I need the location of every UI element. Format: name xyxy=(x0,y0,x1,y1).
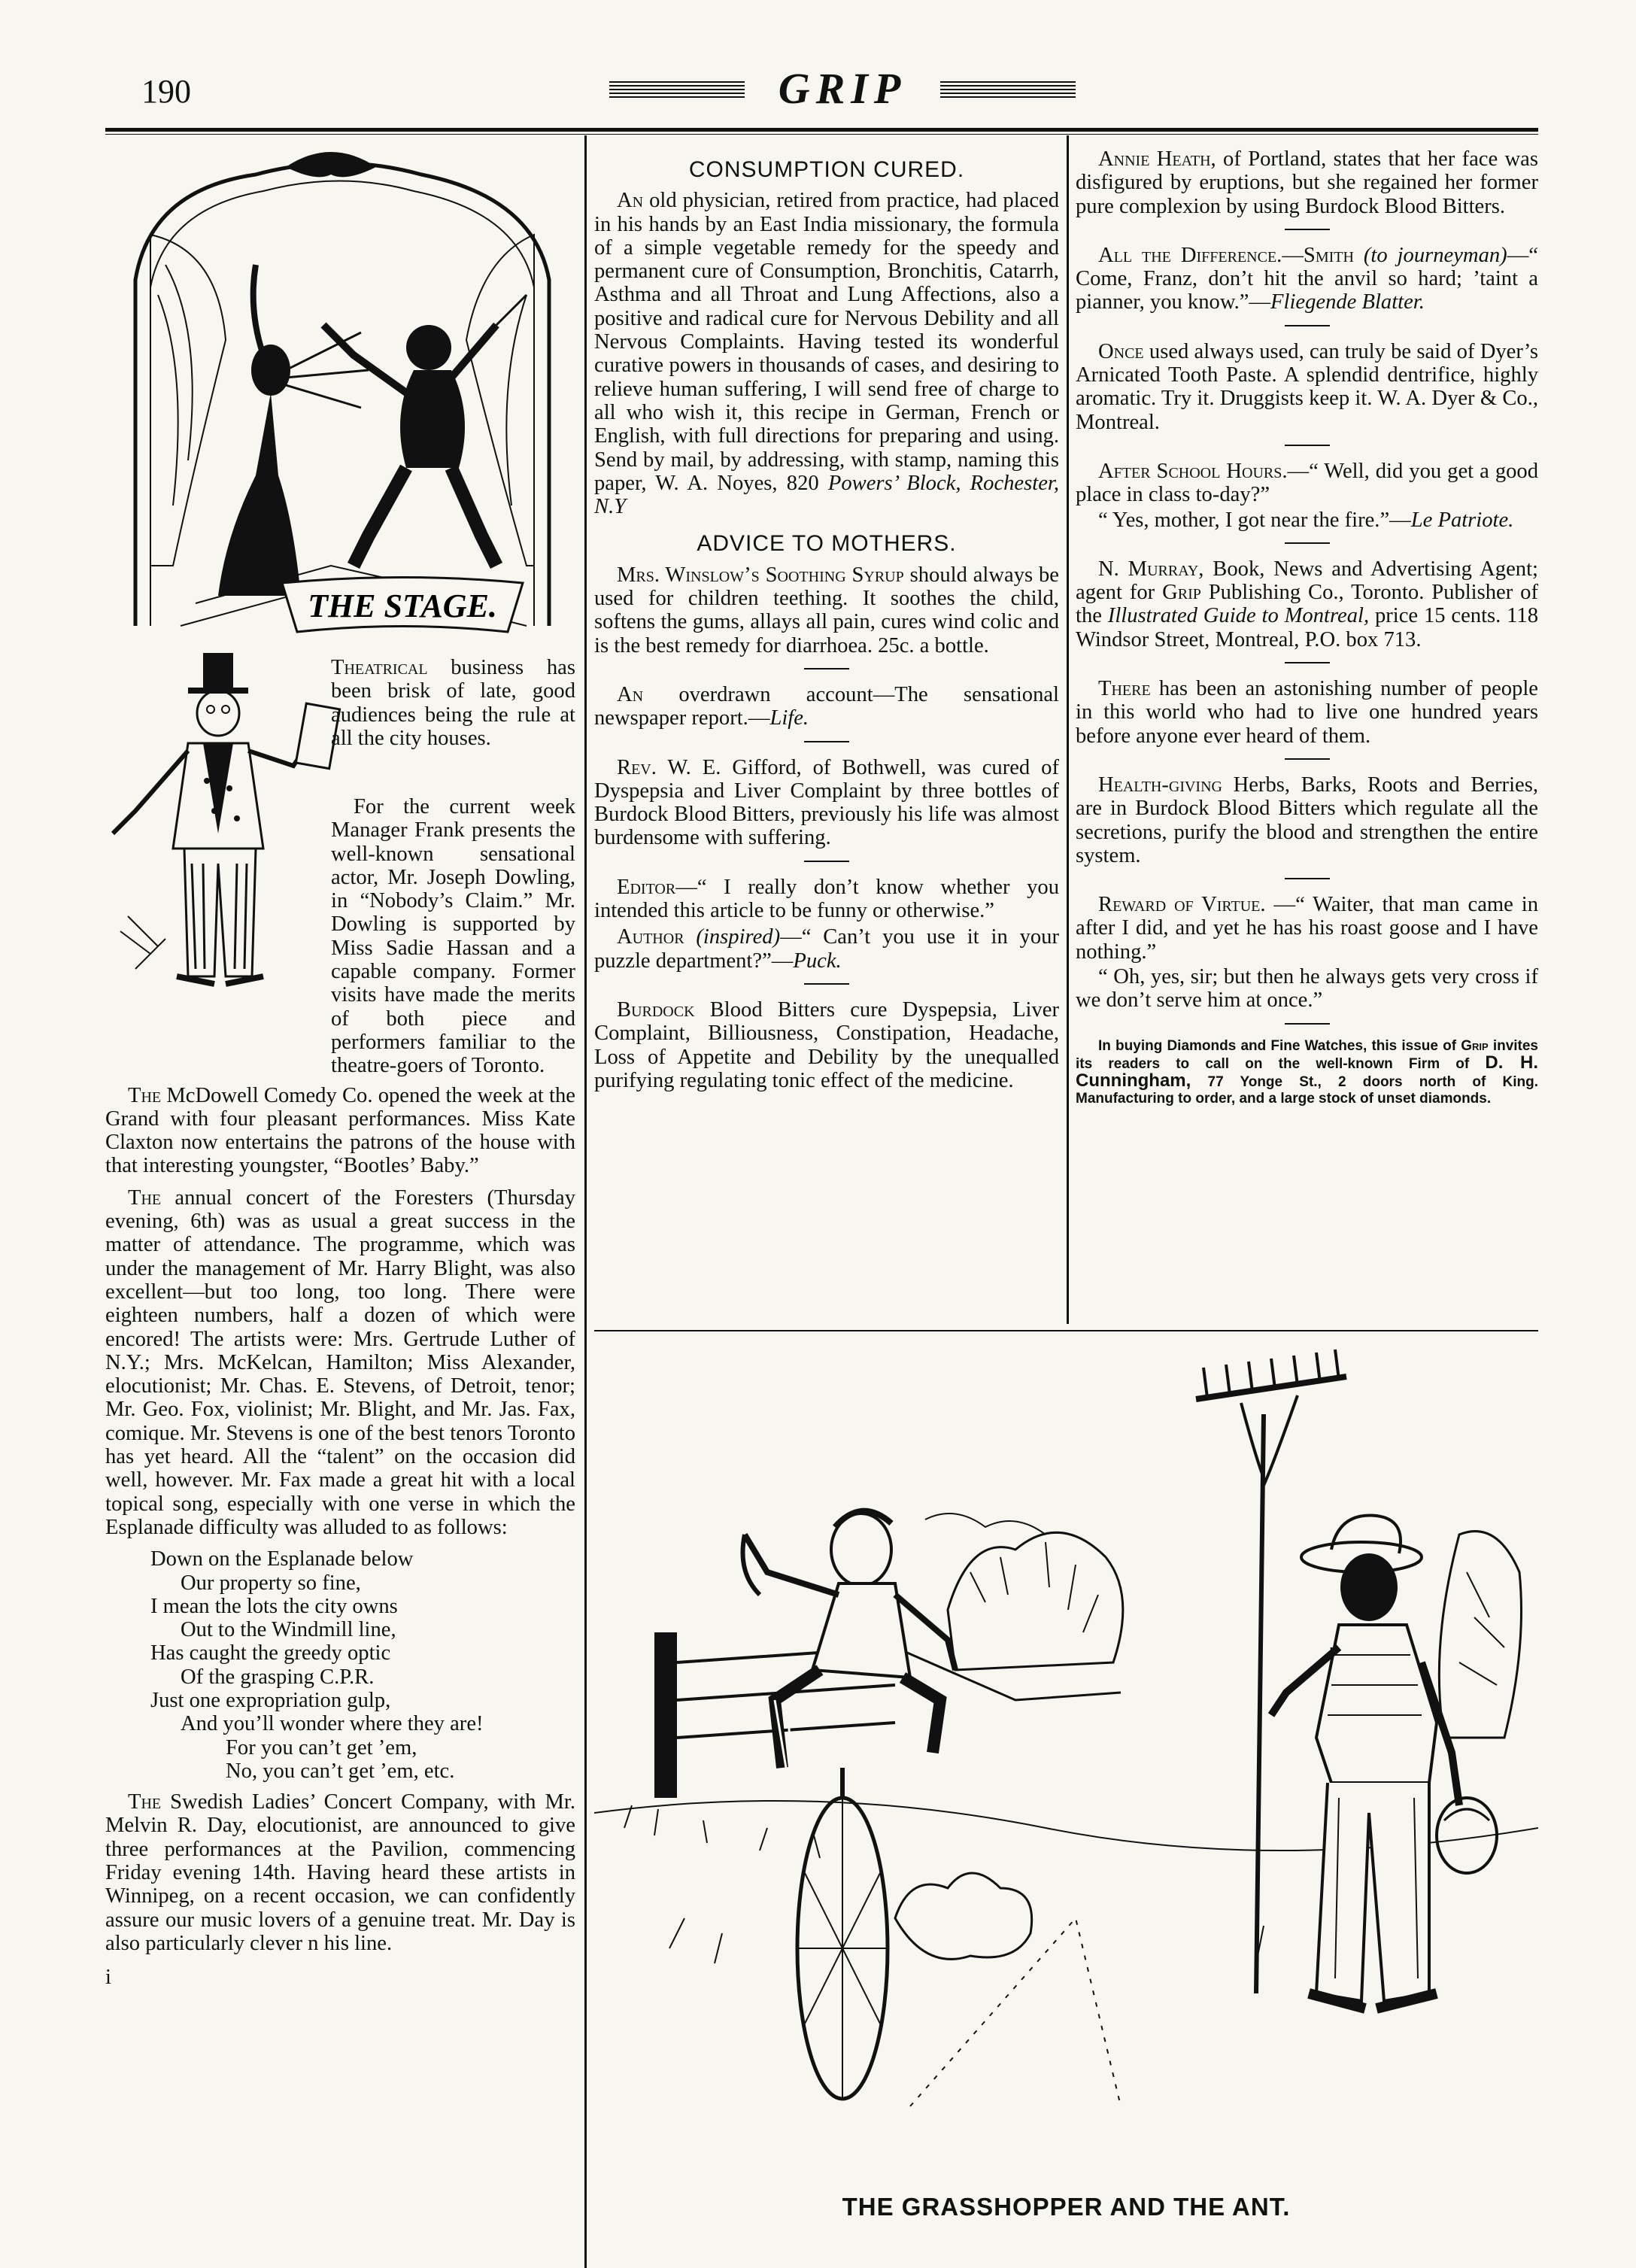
overdrawn-body: overdrawn account—The sensational newspaper report.— xyxy=(594,682,1059,730)
gifford-body: W. E. Gifford, of Bothwell, was cured of Dyspepsia and Liver Complaint by three bottles of Burdock Blood Bitters, previously his life was almost burdensome with suffering. xyxy=(594,755,1059,850)
grasshopper-ant-cartoon xyxy=(594,1347,1538,2136)
school-source: Le Patriote. xyxy=(1410,508,1514,532)
once-paragraph xyxy=(1076,340,1538,434)
foresters-body: annual concert of the Foresters (Thursday evening, 6th) was as usual a great success in the matter of attendance. The programme, which was under the management of Mr. Harry Blight, was also excellent—but too long, too long. There were eighteen numbers, half a dozen of which were encored! The artists were: Mrs. Gertrude Luther of N.Y.; Mrs. McKelcan, Hamilton; Miss Alexander, elocutionist; Mr. Chas. E. Stevens, of Detroit, tenor; Mr. Geo. Fox, violinist; Mr. Blight, and Mr. Jas. Fax, comique. Mr. Stevens is one of the best tenors Toronto has yet heard. All the “talent” on the occasion did well, however. Mr. Fax made a great hit with a local topical song, especially with one verse in which the Esplanade difficulty was alluded to as follows: xyxy=(105,1186,575,1539)
consumption-paragraph xyxy=(594,189,1059,518)
masthead-rule-right xyxy=(940,81,1076,98)
poem-line: Down on the Esplanade below xyxy=(150,1547,414,1571)
author-lead: Author xyxy=(617,925,684,949)
consumption-heading: CONSUMPTION CURED. xyxy=(688,157,965,182)
poem-line: And you’ll wonder where they are! xyxy=(181,1712,484,1736)
divider xyxy=(1285,325,1330,326)
author-inspired: (inspired) xyxy=(696,925,781,949)
burdock-paragraph xyxy=(594,998,1059,1092)
foresters-lead: The xyxy=(128,1186,162,1210)
reward-lead: Reward of Virtue. xyxy=(1098,893,1266,917)
murray-grip: Grip xyxy=(1162,581,1201,605)
poem-line: Out to the Windmill line, xyxy=(181,1618,396,1642)
theatrical-lead: Theatrical xyxy=(331,656,428,679)
poem-line: Of the grasping C.P.R. xyxy=(181,1665,375,1689)
divider xyxy=(804,983,849,985)
school-body: —“ Well, did you get a good place in class to-day?” xyxy=(1076,459,1539,507)
difference-lead: All the Difference. xyxy=(1098,243,1282,267)
reward-paragraph xyxy=(1076,893,1538,964)
there-lead: There xyxy=(1098,677,1151,701)
murray-body-3: price 15 cents. 118 Windsor Street, Montreal, P.O. box 713. xyxy=(1076,604,1538,651)
poem-line: Has caught the greedy optic xyxy=(150,1641,391,1665)
heath-lead: Annie Heath, xyxy=(1098,147,1216,171)
cunningham-3: 77 Yonge St., 2 doors north of King. Manufacturing to order, and a large stock of unset diamonds. xyxy=(1076,1073,1538,1107)
divider xyxy=(1285,542,1330,544)
murray-body-1: Book, News and Advertising Agent; agent for xyxy=(1076,557,1538,605)
mothers-body: should always be used for children teething. It soothes the child, softens the gums, allays all pain, cures wind colic and is the best remedy for diarrhoea. 25c. a bottle. xyxy=(594,563,1059,657)
school-paragraph xyxy=(1076,460,1538,507)
consumption-body: old physician, retired from practice, had placed in his hands by an East India missionary, the formula of a simple vegetable remedy for the speedy and permanent cure of Consumption, Bronchitis, Catarrh, Asthma and all Throat and Lung Affections, also a positive and radical cure for Nervous Debility and all Nervous Complaints. Having tested its wonderful curative powers in thousands of cases, and desiring to relieve human suffering, I will send free of charge to all who wish it, this recipe in German, French or English, with full directions for preparing and using. Send by mail, by addressing, with stamp, naming this paper, W. A. Noyes, 820 xyxy=(594,189,1060,495)
difference-smith: —Smith xyxy=(1282,243,1354,267)
poem-line: For you can’t get ’em, xyxy=(226,1735,417,1759)
mcdowell-body: McDowell Comedy Co. opened the week at the Grand with four pleasant performances. Miss Kate Claxton now entertains the patrons of the house with that interesting youngster, “Bootles’ Baby.” xyxy=(105,1083,575,1178)
heath-paragraph xyxy=(1076,147,1538,218)
overdrawn-source: Life. xyxy=(769,706,809,730)
health-paragraph xyxy=(1076,773,1538,867)
col2-text xyxy=(594,158,1059,1101)
divider xyxy=(804,668,849,669)
editor-body: —“ I really don’t know whether you intended this article to be funny or otherwise.” xyxy=(594,875,1059,923)
stage-illustration xyxy=(105,144,575,641)
foresters-paragraph xyxy=(105,1186,575,1539)
reward-reply: “ Oh, yes, sir; but then he always gets very cross if we don’t serve him at once.” xyxy=(1076,965,1538,1013)
page-number: 190 xyxy=(141,73,191,110)
murray-lead: N. Murray, xyxy=(1098,557,1204,581)
mothers-heading: ADVICE TO MOTHERS. xyxy=(697,531,957,557)
poem-line: Just one expropriation gulp, xyxy=(150,1688,391,1712)
footer-mark: i xyxy=(105,1966,111,1990)
manager-paragraph: For the current week Manager Frank presents the well-known sensational actor, Mr. Joseph Dowling, in “Nobody’s Claim.” Mr. Dowling is supported by Miss Sadie Hassan and a capable company. Former visits have made the merits of both piece and performers familiar to the theatre-goers of Toronto. xyxy=(331,795,575,1078)
cunningham-name: D. H. Cunningham, xyxy=(1076,1052,1539,1091)
consumption-address: Powers’ Block, Rochester, N.Y xyxy=(594,471,1059,519)
masthead-title: GRIP xyxy=(778,64,907,113)
cunningham-grip: Grip xyxy=(1461,1037,1489,1054)
difference-source: Fliegende Blatter. xyxy=(1270,290,1425,314)
mothers-paragraph xyxy=(594,563,1059,657)
consumption-lead: An xyxy=(617,189,644,213)
author-body: —“ Can’t you use it in your puzzle department?”— xyxy=(594,925,1059,973)
once-lead: Once xyxy=(1098,339,1144,363)
stage-banner xyxy=(267,572,538,639)
murray-paragraph xyxy=(1076,557,1538,651)
difference-paragraph xyxy=(1076,244,1538,314)
mcdowell-paragraph xyxy=(105,1084,575,1178)
cunningham-1: In buying Diamonds and Fine Watches, this issue of xyxy=(1098,1037,1457,1054)
difference-body: —“ Come, Franz, don’t hit the anvil so hard; ’taint a pianner, you know.”— xyxy=(1076,243,1538,314)
header-rule-thin xyxy=(105,134,1538,135)
col3-text xyxy=(1076,147,1538,1116)
overdrawn-lead: An xyxy=(617,682,644,706)
masthead-rule-left xyxy=(609,81,745,98)
divider xyxy=(1285,229,1330,230)
divider xyxy=(1285,758,1330,760)
poem-line: No, you can’t get ’em, etc. xyxy=(226,1759,455,1783)
editor-lead: Editor xyxy=(617,875,676,899)
heath-body: of Portland, states that her face was disfigured by eruptions, but she regained her former pure complexion by using Burdock Blood Bitters. xyxy=(1076,147,1538,218)
murray-body-2: Publishing Co., Toronto. Publisher of the xyxy=(1076,581,1538,628)
swedish-lead: The xyxy=(128,1790,162,1814)
divider xyxy=(804,861,849,862)
author-paragraph xyxy=(594,925,1059,973)
divider xyxy=(1285,662,1330,663)
swedish-body: Swedish Ladies’ Concert Company, with Mr. Melvin R. Day, elocutionist, are announced to give three performances at the Pavilion, commencing Friday evening 14th. Having heard these artists in Winnipeg, on a recent occasion, we can confidently assure our music lovers of a genuine treat. Mr. Day is also particularly clever n his line. xyxy=(105,1790,575,1955)
cunningham-ad xyxy=(1076,1038,1538,1107)
there-paragraph xyxy=(1076,677,1538,748)
cunningham-2: invites its readers to call on the well-known Firm of xyxy=(1076,1037,1539,1072)
health-body: Herbs, Barks, Roots and Berries, are in Burdock Blood Bitters which regulate all the secretions, purify the blood and strengthen the entire system. xyxy=(1076,773,1538,867)
theatrical-body: business has been brisk of late, good audiences being the rule at all the city houses. xyxy=(331,656,575,750)
esplanade-poem xyxy=(105,1547,575,1783)
masthead xyxy=(609,63,1076,116)
cartoon-top-rule xyxy=(594,1330,1538,1331)
divider xyxy=(1285,878,1330,879)
poem-line: Our property so fine, xyxy=(181,1571,361,1595)
murray-guide: Illustrated Guide to Montreal, xyxy=(1107,604,1370,628)
overdrawn-paragraph xyxy=(594,683,1059,730)
cartoon-caption: THE GRASSHOPPER AND THE ANT. xyxy=(842,2193,1291,2221)
divider xyxy=(1285,1023,1330,1025)
header-rule xyxy=(105,128,1538,132)
school-lead: After School Hours. xyxy=(1098,459,1288,483)
burdock-body: Blood Bitters cure Dyspepsia, Liver Complaint, Billiousness, Constipation, Headache, Loss of Appetite and Debility by the unequalled purifying regulating tonic effect of the medicine. xyxy=(594,997,1059,1092)
column-rule-2 xyxy=(1067,135,1069,1324)
mcdowell-lead: The xyxy=(128,1083,162,1107)
editor-paragraph xyxy=(594,876,1059,923)
there-body: has been an astonishing number of people in this world who had to live one hundred years before anyone ever heard of them. xyxy=(1076,677,1538,748)
poem-line: I mean the lots the city owns xyxy=(150,1594,398,1618)
column-rule-1 xyxy=(584,135,587,2268)
burdock-lead: Burdock xyxy=(617,997,695,1022)
gifford-paragraph xyxy=(594,756,1059,850)
school-reply-text: “ Yes, mother, I got near the fire.”— xyxy=(1098,508,1411,532)
reward-body: —“ Waiter, that man came in after I did, and yet he has his roast goose and I have nothing.” xyxy=(1076,893,1538,964)
swedish-paragraph xyxy=(105,1790,575,1955)
school-reply xyxy=(1076,509,1538,532)
divider xyxy=(804,741,849,742)
author-source: Puck. xyxy=(793,949,842,973)
gifford-lead: Rev. xyxy=(617,755,657,779)
difference-to: (to journeyman) xyxy=(1363,243,1507,267)
mothers-lead: Mrs. Winslow’s Soothing Syrup xyxy=(617,563,904,587)
theatrical-paragraph xyxy=(331,656,575,750)
stage-banner-text: THE STAGE. xyxy=(308,587,497,624)
divider xyxy=(1285,445,1330,446)
col1-text xyxy=(105,795,575,1990)
once-body: used always used, can truly be said of Dyer’s Arnicated Tooth Paste. A splendid dentrifice, highly aromatic. Try it. Druggists keep it. W. A. Dyer & Co., Montreal. xyxy=(1076,339,1539,434)
health-lead: Health-giving xyxy=(1098,773,1222,797)
